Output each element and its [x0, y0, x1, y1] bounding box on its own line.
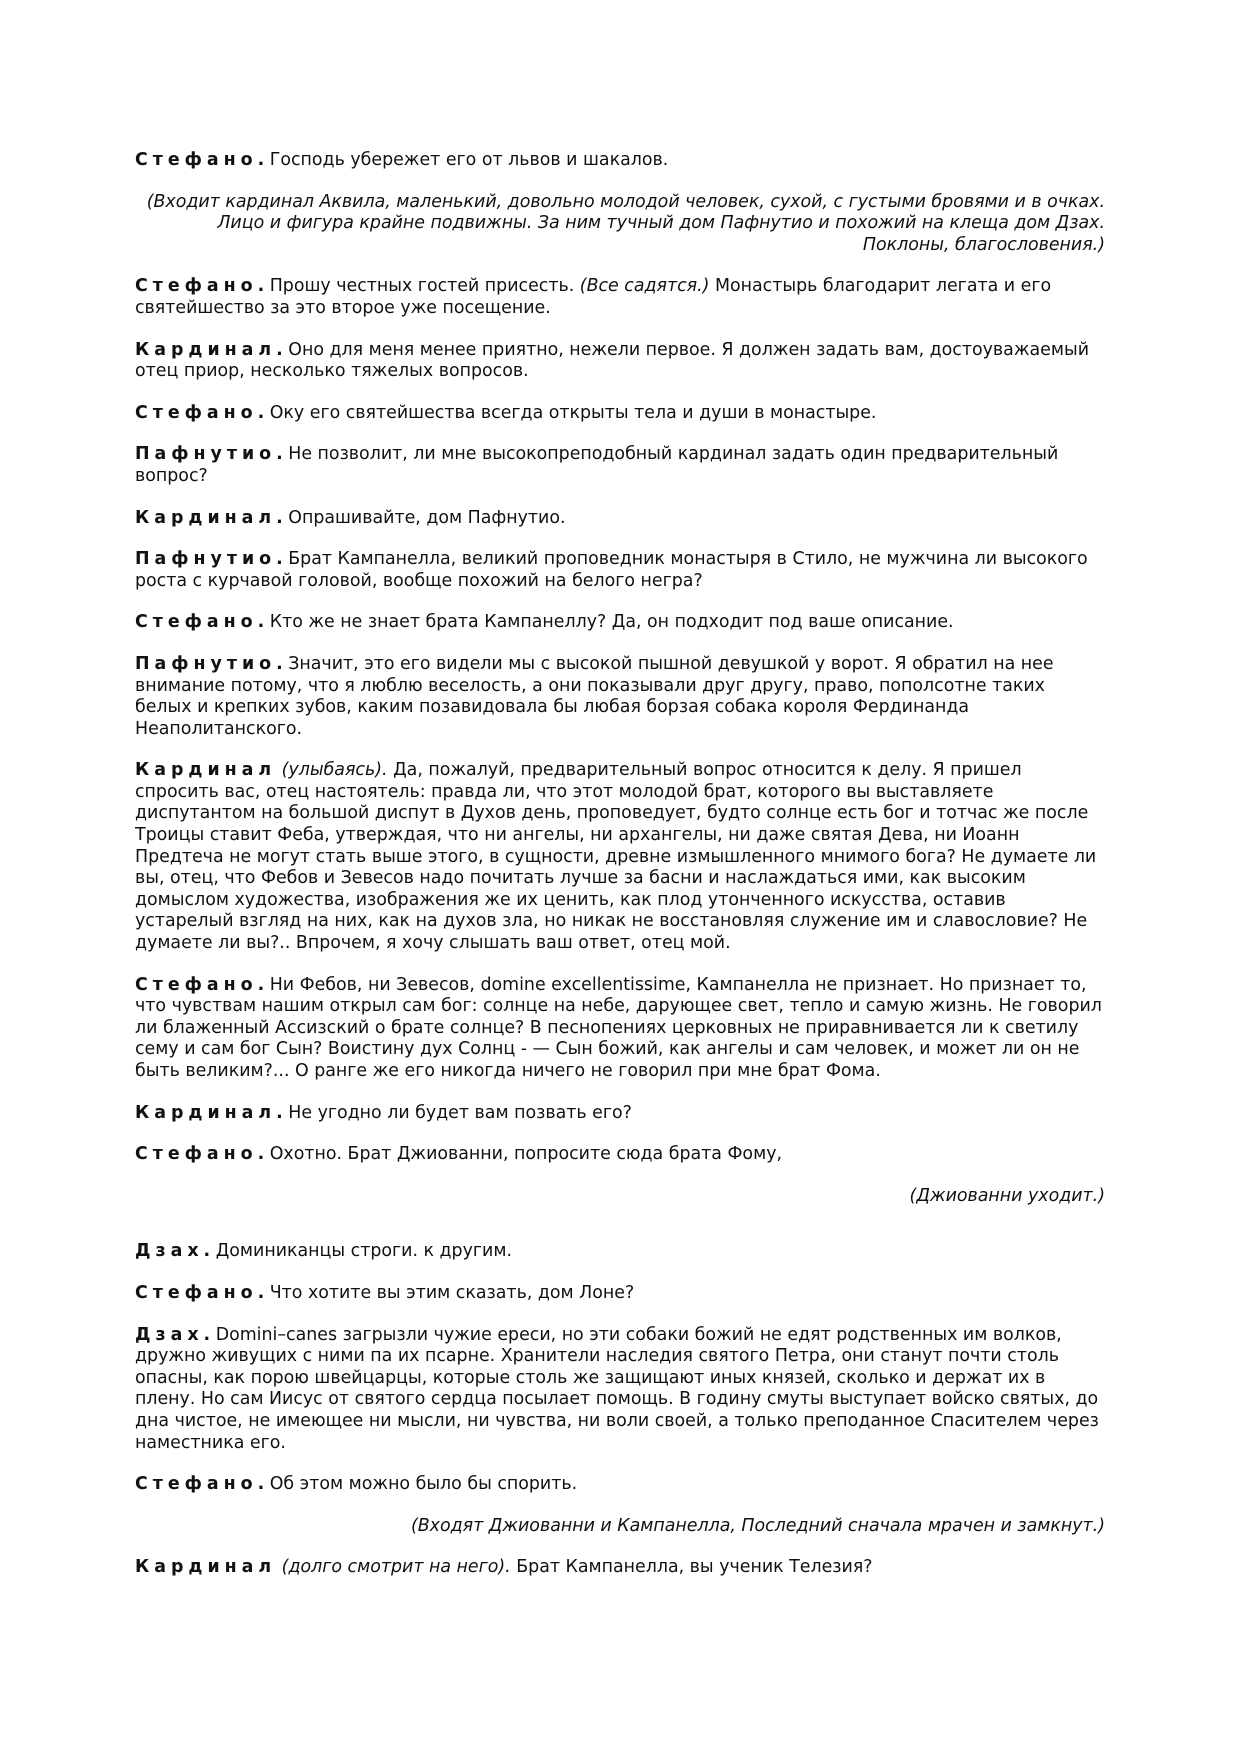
speaker-name: Пафнутио [135, 549, 277, 570]
dialogue-line [135, 1474, 1105, 1496]
dialogue-line [135, 508, 1105, 530]
speaker-dot: . [203, 1241, 211, 1262]
speaker-dot: . [257, 150, 265, 170]
document-page [135, 150, 1105, 1599]
inline-stage-direction: (долго смотрит на него). [281, 1557, 511, 1578]
line-text: Опрашивайте, дом Пафнутио. [288, 507, 566, 528]
line-text-continued: Монастырь благодарит легата и его святейшество за это второе уже посещение. [135, 276, 1052, 318]
speaker-name: Кардинал [135, 507, 277, 528]
dialogue-line [135, 612, 1105, 634]
speaker-dot: . [257, 276, 265, 297]
speaker-dot: . [276, 549, 283, 570]
stage-direction: (Входит кардинал Аквила, маленький, довольно молодой человек, сухой, с густыми бровями и в очках. Лицо и фигура крайне подвижны. За ним тучный дом Пафнутио и похожий на клеща дом Дзах. Поклоны, благословения.) [146, 191, 1105, 255]
line-text: Брат Кампанелла, великий проповедник монастыря в Стило, не мужчина ли высокого роста с курчавой головой, вообще похожий на белого негра? [135, 549, 1088, 591]
dialogue-line [135, 975, 1105, 1083]
speaker-name: Кардинал [135, 1102, 277, 1123]
line-text: Domini–canes загрызли чужие ереси, но эти собаки божий не едят родственных им волков, дружно живущих с ними па их псарне. Хранители наследия святого Петра, они станут почти столь опасны, как порою швейцарцы, которые столь же защищают иных князей, сколько и держат их в плену. Но сам Иисус от святого сердца посылает помощь. В годину смуты выступает войско святых, до дна чистое, не имеющее ни мысли, ни чувства, ни воли своей, а только преподанное Спасителем через наместника его. [135, 1324, 1099, 1453]
line-text: Оку его святейшества всегда открыты тела и души в монастыре. [269, 402, 877, 423]
speaker-name: Пафнутио [135, 653, 277, 674]
speaker-dot: . [257, 1474, 265, 1495]
speaker-dot: . [257, 974, 265, 995]
speaker-name: Стефано [135, 1474, 258, 1495]
dialogue-line [135, 403, 1105, 425]
speaker-name: Кардинал [135, 1557, 277, 1578]
dialogue-line [135, 1283, 1105, 1305]
speaker-dot: . [257, 612, 265, 633]
line-text: Охотно. Брат Джиованни, попросите сюда брата Фому, [269, 1144, 783, 1165]
line-text: Значит, это его видели мы с высокой пышной девушкой у ворот. Я обратил на нее внимание потому, что я люблю веселость, а они показывали друг другу, право, пополсотне таких белых и крепких зубов, каким позавидовала бы любая борзая собака короля Фердинанда Неаполитанского. [135, 653, 1054, 739]
dialogue-line [135, 1241, 1105, 1263]
speaker-name: Стефано [135, 276, 258, 297]
dialogue-line [135, 444, 1105, 487]
line-text: Брат Кампанелла, вы ученик Телезия? [516, 1557, 873, 1578]
line-text: Об этом можно было бы спорить. [269, 1474, 578, 1495]
speaker-name: Пафнутио [135, 444, 277, 465]
speaker-name: Кардинал [135, 760, 277, 781]
dialogue-line [135, 340, 1105, 383]
speaker-dot: . [276, 507, 283, 528]
speaker-dot: . [276, 653, 283, 674]
inline-stage-direction: (Все садятся.) [579, 276, 710, 297]
speaker-dot: . [276, 1102, 283, 1123]
speaker-name: Кардинал [135, 339, 277, 360]
speaker-dot: . [276, 339, 283, 360]
line-text: Ни Фебов, ни Зевесов, domine excellentissime, Кампанелла не признает. Но признает то, что чувствам нашим открыл сам бог: солнце на небе, дарующее свет, тепло и самую жизнь. Не говорил ли блаженный Ассизский о брате солнце? В песнопениях церковных не приравнивается ли к светилу сему и сам бог Сын? Воистину дух Солнц - — Сын божий, как ангелы и сам человек, и может ли он не быть великим?... О ранге же его никогда ничего не говорил при мне брат Фома. [135, 974, 1102, 1081]
line-text: Доминиканцы строги. к другим. [215, 1241, 512, 1262]
line-text: Что хотите вы этим сказать, дом Лоне? [269, 1282, 635, 1303]
dialogue-line [135, 1325, 1105, 1455]
stage-direction: (Джиованни уходит.) [909, 1185, 1105, 1206]
speaker-name: Стефано [135, 402, 258, 423]
speaker-name: Стефано [135, 974, 258, 995]
inline-stage-direction: (улыбаясь). [281, 760, 388, 781]
line-text: Оно для меня менее приятно, нежели первое. Я должен задать вам, достоуважаемый отец приор, несколько тяжелых вопросов. [135, 339, 1090, 382]
speaker-name: Стефано [135, 1282, 258, 1303]
speaker-name: Дзах [135, 1324, 204, 1345]
line-text: Не угодно ли будет вам позвать его? [288, 1102, 632, 1123]
speaker-name: Дзах [135, 1241, 204, 1262]
line-text: Господь убережет его от львов и шакалов. [269, 150, 669, 170]
dialogue-line [135, 549, 1105, 592]
line-text: Кто же не знает брата Кампанеллу? Да, он подходит под ваше описание. [269, 612, 954, 633]
dialogue-line [135, 654, 1105, 740]
speaker-dot: . [203, 1324, 211, 1345]
dialogue-line [135, 1557, 1105, 1579]
dialogue-line [135, 1144, 1105, 1166]
dialogue-line [135, 276, 1105, 319]
line-text: Прошу честных гостей присесть. [269, 276, 575, 297]
stage-direction: (Входят Джиованни и Кампанелла, Последний сначала мрачен и замкнут.) [410, 1515, 1105, 1536]
speaker-name: Стефано [135, 150, 258, 170]
speaker-name: Стефано [135, 612, 258, 633]
dialogue-line [135, 1103, 1105, 1125]
speaker-name: Стефано [135, 1144, 258, 1165]
speaker-dot: . [257, 402, 265, 423]
dialogue-line [135, 760, 1105, 954]
speaker-dot: . [276, 444, 283, 465]
line-text: Не позволит, ли мне высокопреподобный кардинал задать один предварительный вопрос? [135, 444, 1059, 486]
speaker-dot: . [257, 1144, 265, 1165]
dialogue-line [135, 150, 1105, 172]
speaker-dot: . [257, 1282, 265, 1303]
line-text: Да, пожалуй, предварительный вопрос относится к делу. Я пришел спросить вас, отец настоятель: правда ли, что этот молодой брат, которого вы выставляете диспутантом на большой диспут в Духов день, проповедует, будто солнце есть бог и тотчас же после Троицы ставит Феба, утверждая, что ни ангелы, ни архангелы, ни даже святая Дева, ни Иоанн Предтеча не могут стать выше этого, в сущности, древне измышленного мнимого бога? Не думаете ли вы, отец, что Фебов и Зевесов надо почитать лучше за басни и наслаждаться ими, как высоким домыслом художества, изображения же их ценить, как плод утонченного искусства, оставив устарелый взгляд на них, как на духов зла, но никак не восстановляя служение им и славословие? Не думаете ли вы?.. Впрочем, я хочу слышать ваш ответ, отец мой. [135, 760, 1097, 954]
